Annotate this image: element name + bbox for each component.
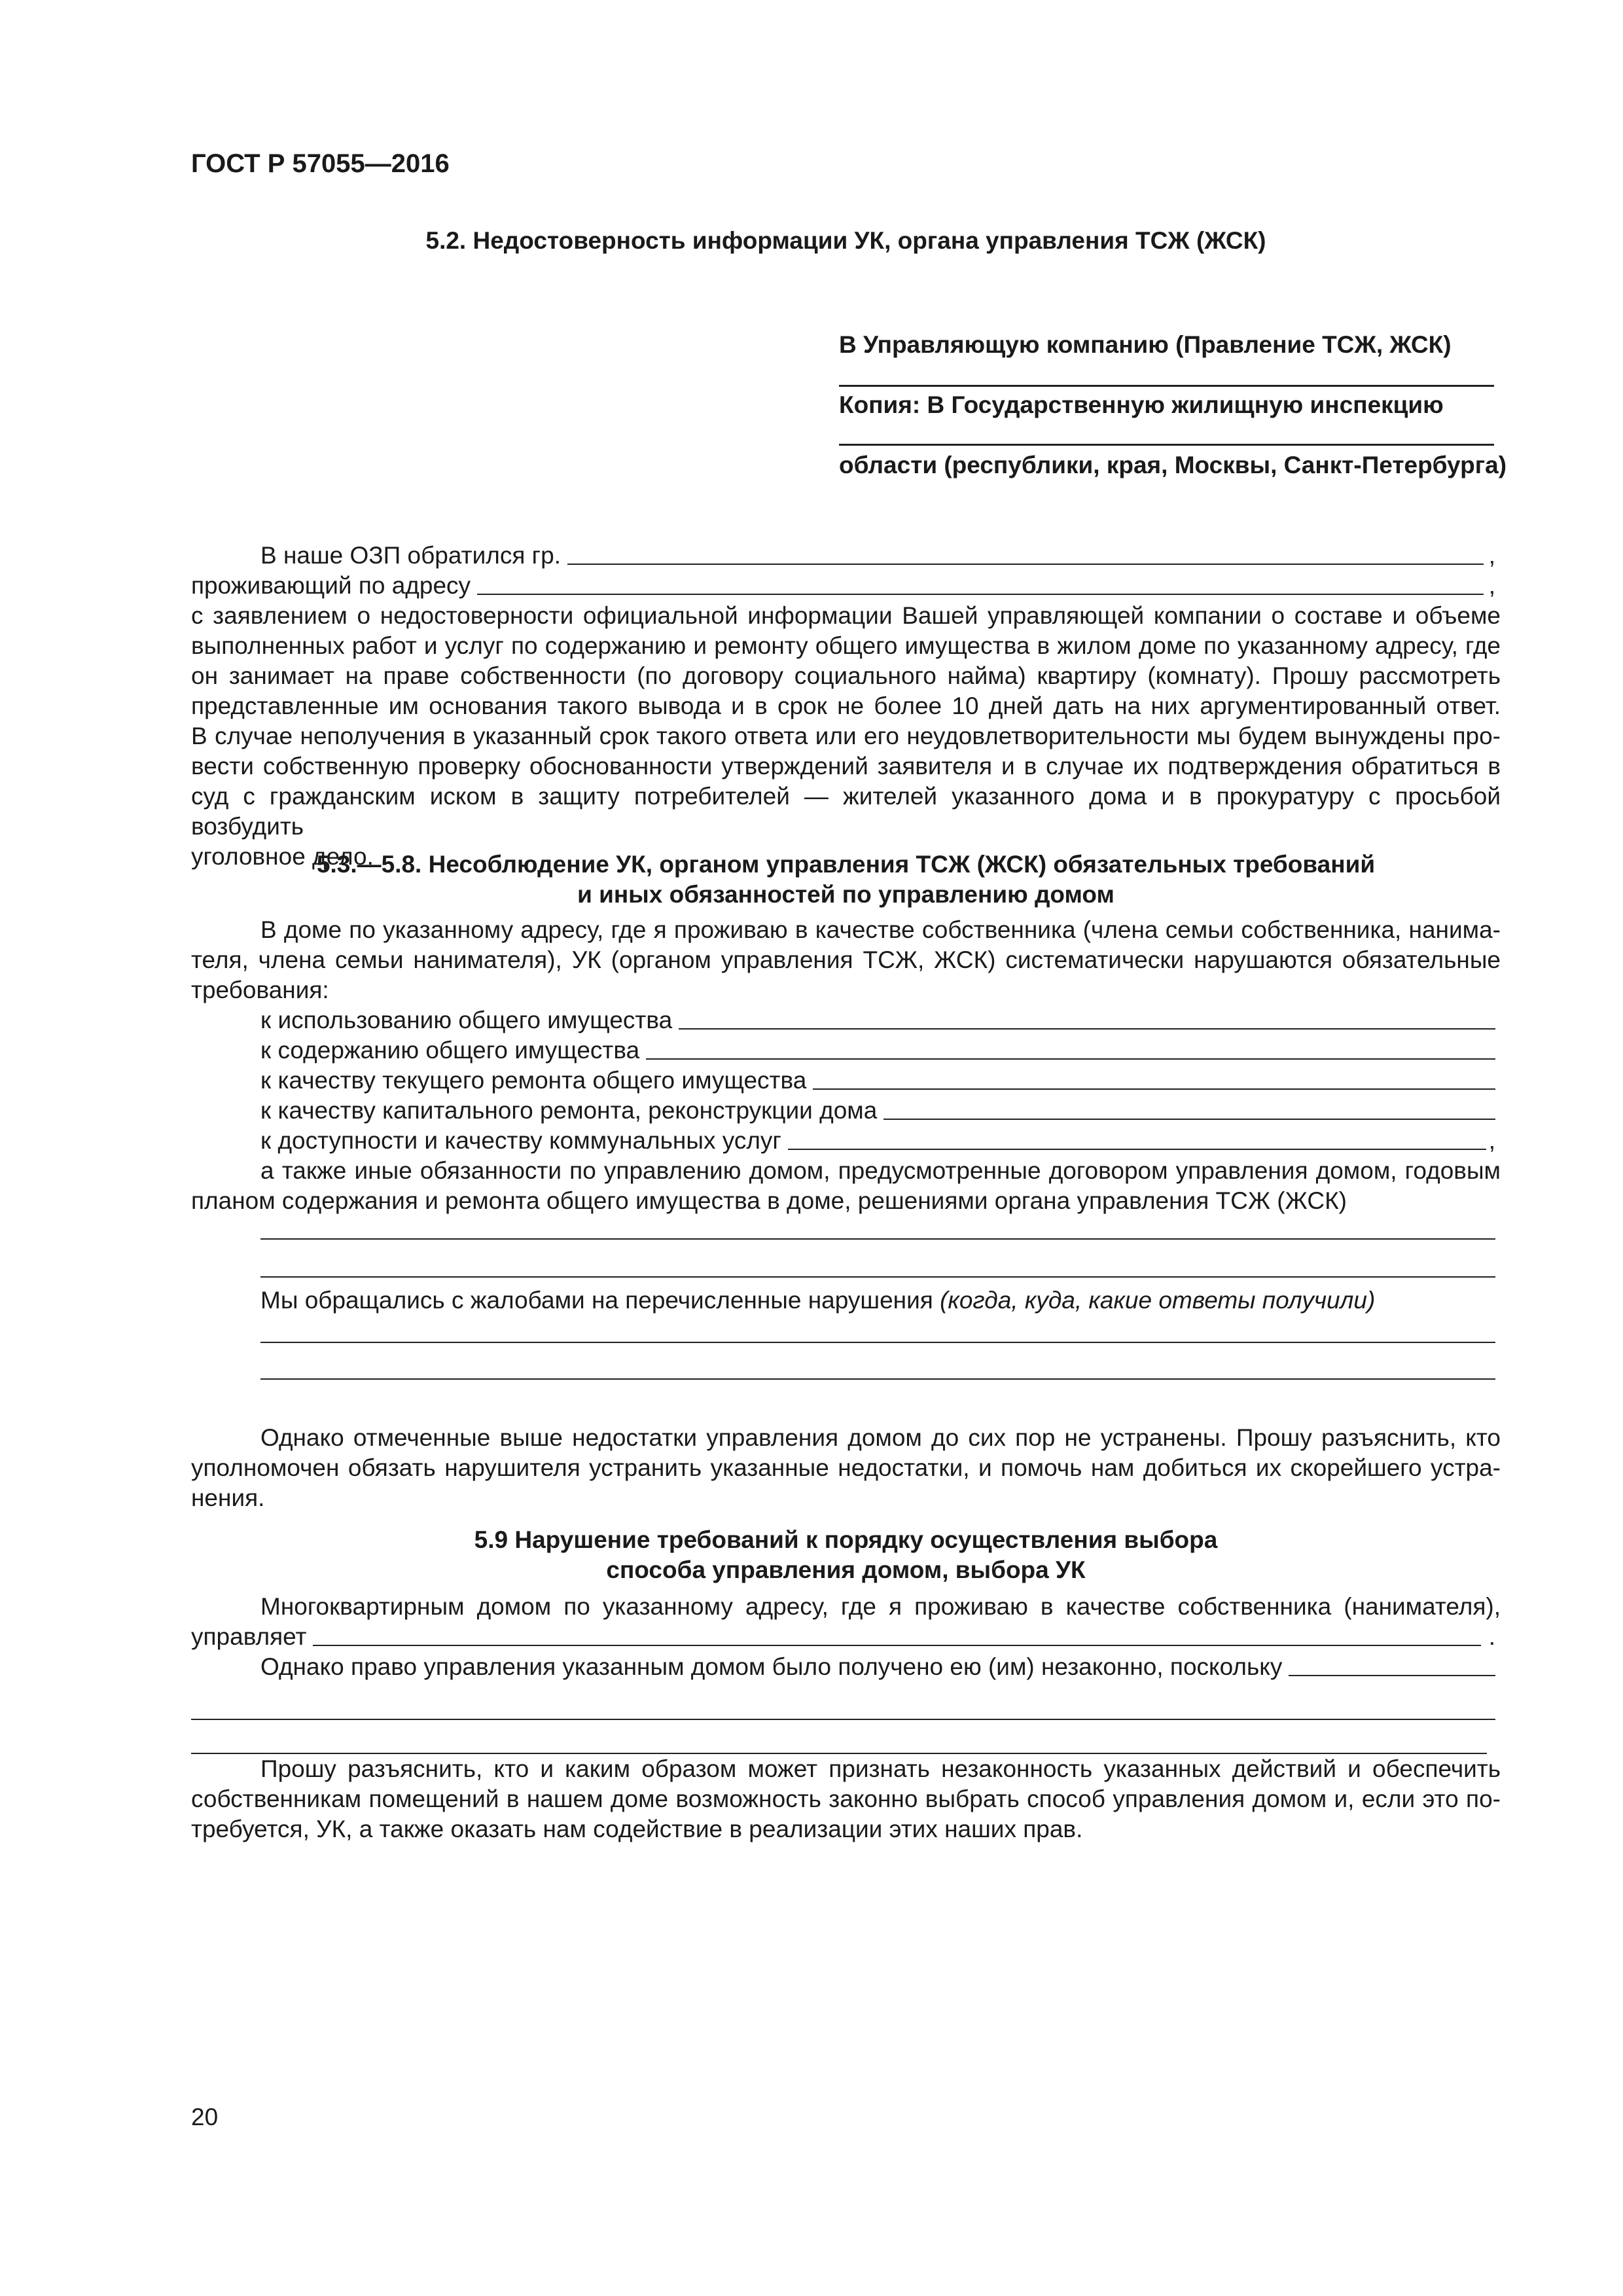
reason-blank[interactable] [1289,1675,1495,1676]
address-field-row [191,571,1495,601]
other-duties-blank-1[interactable] [260,1238,1495,1240]
addressee-underline-2 [839,444,1494,446]
manager-field-row [191,1622,1495,1652]
requirement-label: к содержанию общего имущества [260,1037,640,1064]
section-5-9-line-1: Многоквартирным домом по указанному адресу, где я проживаю в качестве собственника (нанимателя), [260,1593,1501,1620]
section-5-3-title-line-2: и иных обязанностей по управлению домом [577,881,1115,908]
requirement-blank[interactable] [813,1088,1495,1090]
closing-line: нения. [191,1484,265,1511]
requirement-blank[interactable] [883,1119,1495,1120]
section-5-3-intro [191,915,1501,1005]
intro-line: теля, члена семьи нанимателя), УК (органом управления ТСЖ, ЖСК) систематически нарушаются обязательные [191,946,1501,973]
body-line: суд с гражданским иском в защиту потребителей — жителей указанного дома и в прокуратуру с просьбой возбудить [191,783,1501,840]
applicant-name-blank[interactable] [567,564,1484,565]
complaints-blank-1[interactable] [260,1342,1495,1343]
body-line: с заявлением о недостоверности официальной информации Вашей управляющей компании о составе и объеме [191,602,1501,629]
requirement-blank[interactable] [788,1149,1486,1150]
body-line: он занимает на праве собственности (по договору социального найма) квартиру (комнату). Прошу рассмотреть [191,662,1501,689]
requirement-row-5 [260,1126,1495,1156]
section-5-3-title-line-1: 5.3.—5.8. Несоблюдение УК, органом управления ТСЖ (ЖСК) обязательных требований [316,851,1376,878]
requirement-comma: , [1488,1127,1495,1154]
closing-line: уполномочен обязать нарушителя устранить указанные недостатки, и помочь нам добиться их скорейшего устра- [191,1454,1501,1481]
body-line: уголовное дело. [191,843,374,870]
section-5-9-closing [191,1754,1501,1844]
body-line: В случае неполучения в указанный срок такого ответа или его неудовлетворительности мы будем вынуждены про- [191,723,1501,749]
requirement-label: к использованию общего имущества [260,1007,673,1033]
applicant-label: В наше ОЗП обратился гр. [260,542,561,569]
applicant-comma: , [1488,542,1495,569]
complaints-blank-2[interactable] [260,1378,1495,1380]
body-line: представленные им основания такого вывода и в срок не более 10 дней дать на них аргументированный ответ. [191,692,1501,719]
page-number: 20 [191,2104,219,2130]
address-label: проживающий по адресу [191,572,471,599]
body-line: выполненных работ и услуг по содержанию и ремонту общего имущества в жилом доме по указанному адресу, где [191,632,1501,659]
section-5-9-title-line-1: 5.9 Нарушение требований к порядку осуществления выбора [474,1526,1218,1553]
addressee-line-3: области (республики, края, Москвы, Санкт-Петербурга) [839,452,1507,478]
closing-line: собственникам помещений в нашем доме возможность законно выбрать способ управления домом и, если это по- [191,1785,1501,1812]
intro-line: требования: [191,977,329,1003]
addressee-underline-1 [839,385,1494,387]
section-5-2-title: 5.2. Недостоверность информации УК, органа управления ТСЖ (ЖСК) [425,227,1266,254]
closing-line: Прошу разъяснить, кто и каким образом может признать незаконность указанных действий и обеспечить [260,1755,1501,1782]
requirement-blank[interactable] [679,1028,1495,1030]
requirement-blank[interactable] [646,1058,1495,1060]
section-5-9-title-line-2: способа управления домом, выбора УК [606,1556,1086,1583]
reason-label: Однако право управления указанным домом было получено ею (им) незаконно, поскольку [260,1653,1283,1680]
reason-blank-2[interactable] [191,1719,1495,1720]
requirement-row-3 [260,1066,1495,1096]
other-duties-paragraph [191,1156,1501,1216]
complaints-hint: (когда, куда, какие ответы получили) [940,1287,1376,1314]
address-comma: , [1488,572,1495,599]
other-duties-line: а также иные обязанности по управлению домом, предусмотренные договором управления домом, годовым [260,1157,1501,1184]
requirement-label: к доступности и качеству коммунальных услуг [260,1127,781,1154]
address-blank[interactable] [477,594,1484,595]
manager-period: . [1488,1623,1495,1650]
other-duties-line: планом содержания и ремонта общего имущества в доме, решениями органа управления ТСЖ (ЖСК) [191,1187,1347,1214]
requirement-label: к качеству капитального ремонта, реконструкции дома [260,1097,878,1124]
complaints-line [260,1285,1375,1316]
intro-line: В доме по указанному адресу, где я проживаю в качестве собственника (члена семьи собственника, нанима- [260,916,1501,943]
requirement-row-4 [260,1096,1495,1126]
complaints-label: Мы обращались с жалобами на перечисленные нарушения [260,1287,933,1314]
section-5-2-body [191,601,1501,872]
managed-label: управляет [191,1623,307,1650]
section-5-3-closing [191,1423,1501,1513]
requirement-row-1 [260,1005,1495,1035]
closing-line: требуется, УК, а также оказать нам содействие в реализации этих наших прав. [191,1816,1083,1842]
addressee-line-1: В Управляющую компанию (Правление ТСЖ, ЖСК) [839,331,1452,358]
body-line: вести собственную проверку обоснованности утверждений заявителя и в случае их подтверждения обратиться в [191,753,1501,780]
reason-field-row [260,1652,1495,1682]
requirement-row-2 [260,1035,1495,1066]
applicant-field-row [191,541,1495,571]
addressee-line-2: Копия: В Государственную жилищную инспекцию [839,391,1444,418]
other-duties-blank-2[interactable] [260,1276,1495,1278]
closing-line: Однако отмеченные выше недостатки управления домом до сих пор не устранены. Прошу разъяснить, кто [260,1424,1501,1451]
standard-header: ГОСТ Р 57055—2016 [191,149,450,178]
manager-blank[interactable] [313,1645,1480,1646]
requirement-label: к качеству текущего ремонта общего имущества [260,1067,807,1094]
